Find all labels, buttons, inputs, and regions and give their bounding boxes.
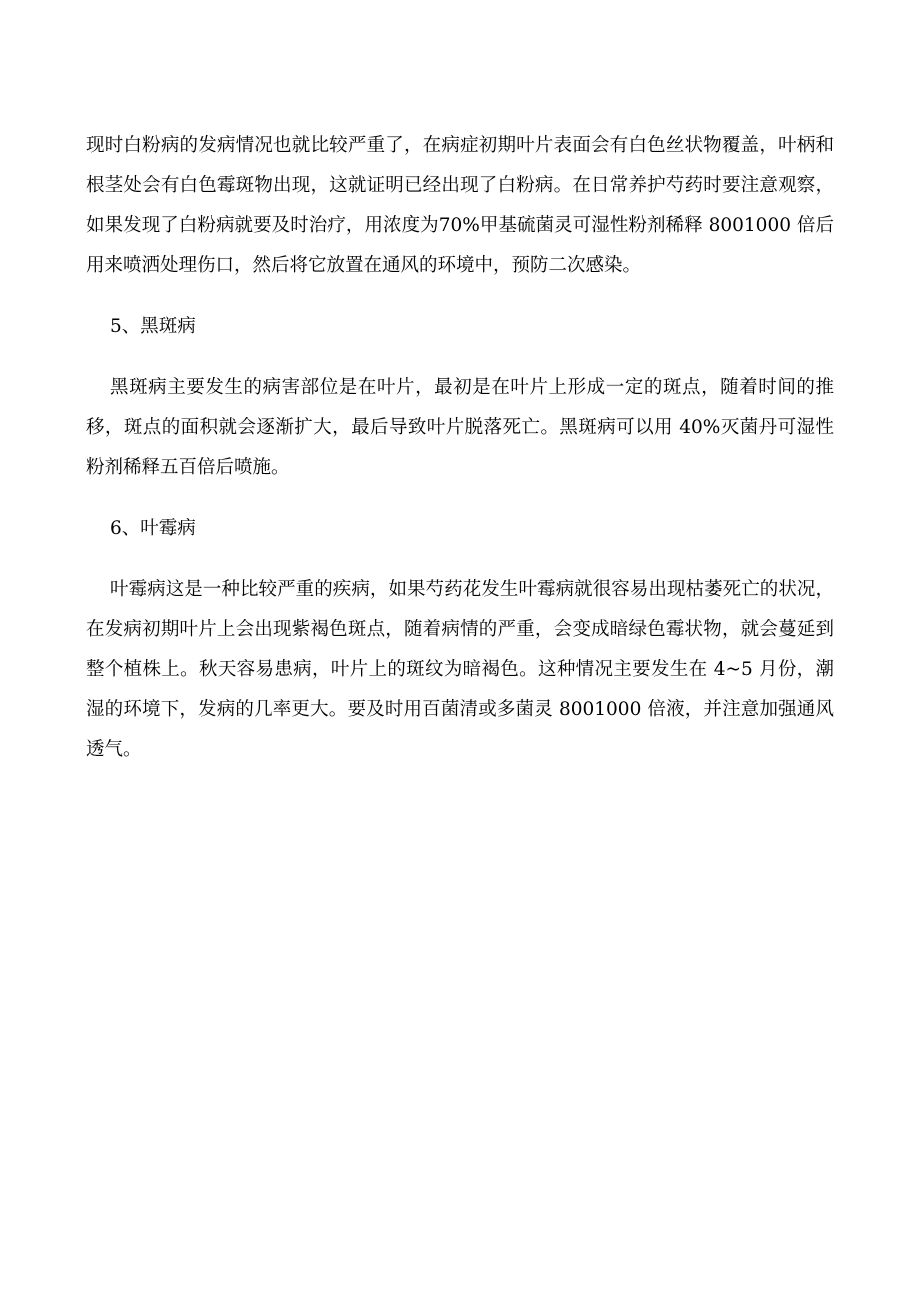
paragraph-black-spot: 黑斑病主要发生的病害部位是在叶片，最初是在叶片上形成一定的斑点，随着时间的推移，斑点的面积就会逐渐扩大，最后导致叶片脱落死亡。黑斑病可以用 40%灭菌丹可湿性粉剂稀释五百倍后喷施。 [86,377,834,478]
paragraph-leaf-mold: 叶霉病这是一种比较严重的疾病，如果芍药花发生叶霉病就很容易出现枯萎死亡的状况，在发病初期叶片上会出现紫褐色斑点，随着病情的严重，会变成暗绿色霉状物，就会蔓延到整个植株上。秋天容易患病，叶片上的斑纹为暗褐色。这种情况主要发生在 4~5 月份，潮湿的环境下，发病的几率更大。要及时用百菌清或多菌灵 8001000 倍液，并注意加强通风透气。 [86,579,834,760]
section-heading-leaf-mold: 6、叶霉病 [110,518,196,539]
section-heading-black-spot: 5、黑斑病 [110,316,196,337]
document-body [86,126,834,770]
paragraph-powdery-mildew: 现时白粉病的发病情况也就比较严重了，在病症初期叶片表面会有白色丝状物覆盖，叶柄和根茎处会有白色霉斑物出现，这就证明已经出现了白粉病。在日常养护芍药时要注意观察，如果发现了白粉病就要及时治疗，用浓度为70%甲基硫菌灵可湿性粉剂稀释 8001000 倍后用来喷洒处理伤口，然后将它放置在通风的环境中，预防二次感染。 [86,135,834,276]
